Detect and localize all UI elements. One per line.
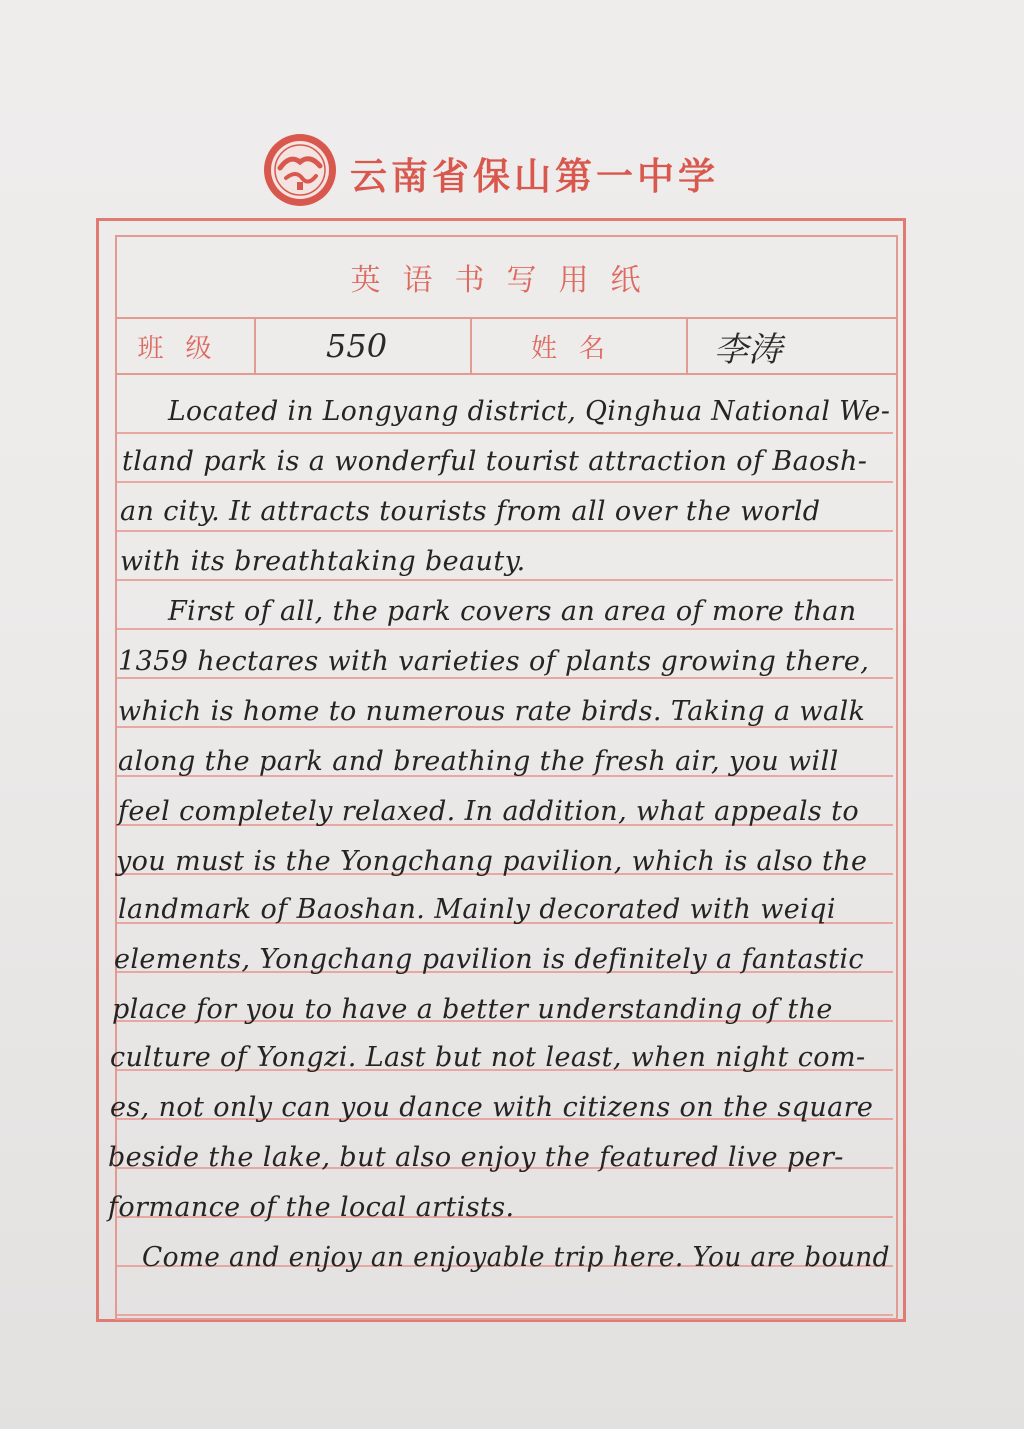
- school-name: 云南省保山第一中学: [350, 155, 719, 198]
- essay-line: culture of Yongzi. Last but not least, when night com-: [110, 1042, 866, 1073]
- essay-line: place for you to have a better understanding of the: [112, 994, 833, 1025]
- ruled-line: [117, 579, 893, 581]
- essay-line: along the park and breathing the fresh air, you will: [118, 746, 839, 777]
- essay-line: formance of the local artists.: [108, 1192, 515, 1223]
- essay-line: an city. It attracts tourists from all over the world: [120, 496, 821, 527]
- essay-line: you must is the Yongchang pavilion, which is also the: [116, 846, 868, 877]
- essay-line: beside the lake, but also enjoy the featured live per-: [108, 1142, 844, 1173]
- school-header: [262, 128, 762, 218]
- essay-line: First of all, the park covers an area of more than: [168, 596, 857, 627]
- essay-line: feel completely relaxed. In addition, what appeals to: [118, 796, 859, 827]
- class-value: 550: [256, 319, 472, 373]
- ruled-line: [117, 432, 893, 434]
- essay-line: elements, Yongchang pavilion is definitely a fantastic: [114, 944, 864, 975]
- essay-line: es, not only can you dance with citizens on the square: [110, 1092, 874, 1123]
- name-label: 姓名: [472, 319, 688, 373]
- ruled-line: [117, 628, 893, 630]
- essay-line: with its breathtaking beauty.: [120, 546, 526, 577]
- essay-line: tland park is a wonderful tourist attraction of Baosh-: [122, 446, 868, 477]
- ruled-line: [117, 1314, 893, 1316]
- name-value: 李涛: [714, 329, 782, 370]
- ruled-line: [117, 530, 893, 532]
- essay-line: Come and enjoy an enjoyable trip here. You are bound: [142, 1242, 890, 1273]
- ruled-line: [117, 481, 893, 483]
- class-label: 班级: [117, 319, 256, 373]
- info-row: [117, 319, 896, 375]
- essay-line: which is home to numerous rate birds. Taking a walk: [118, 696, 866, 727]
- sheet-title: 英语书写用纸: [117, 237, 896, 319]
- essay-line: Located in Longyang district, Qinghua National We-: [168, 396, 891, 427]
- essay-line: landmark of Baoshan. Mainly decorated with weiqi: [118, 894, 836, 925]
- essay-line: 1359 hectares with varieties of plants growing there,: [118, 646, 870, 677]
- ruled-line: [117, 677, 893, 679]
- school-emblem-icon: [262, 132, 338, 208]
